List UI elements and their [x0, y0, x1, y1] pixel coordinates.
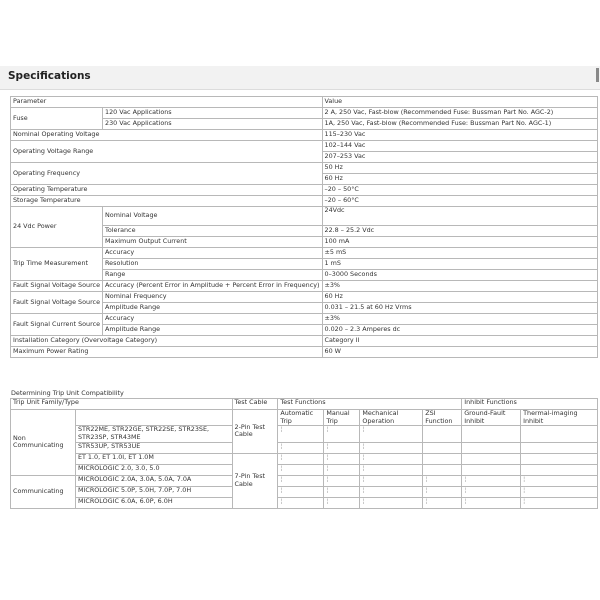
- check-mark: ¦: [423, 475, 462, 486]
- table-cell: [11, 292, 103, 314]
- table-cell: Category II: [322, 336, 598, 347]
- table-row: [11, 130, 598, 141]
- table-cell: 230 Vac Applications: [103, 119, 322, 130]
- section-title: Specifications: [8, 70, 91, 82]
- table-cell: 1A, 250 Vac, Fast-blow (Recommended Fuse: Bussman Part No. AGC-1): [322, 119, 598, 130]
- check-mark: ¦: [462, 486, 521, 497]
- table-row: [11, 426, 598, 442]
- table-row: [11, 196, 598, 207]
- table-row: [11, 442, 598, 453]
- table-cell: Amplitude Range: [103, 325, 322, 336]
- fault-signal-label: Fault Signal: [13, 319, 50, 328]
- table-cell: Storage Temperature: [11, 196, 323, 207]
- table-cell: 50 Hz: [322, 163, 598, 174]
- table-header-cell: Thermal-imaging Inhibit: [521, 410, 598, 426]
- fault-signal-label: Fault Signal: [13, 281, 50, 290]
- table-cell: Maximum Power Rating: [11, 347, 323, 358]
- table-cell: ±5 mS: [322, 248, 598, 259]
- table-row: [11, 347, 598, 358]
- table-row: [11, 97, 598, 108]
- table-row: [11, 141, 598, 152]
- table-row: [11, 108, 598, 119]
- table-cell: Accuracy: [103, 248, 322, 259]
- table-cell: Range: [103, 270, 322, 281]
- table-cell: [521, 442, 598, 453]
- table-cell: MICROLOGIC 5.0P, 5.0H, 7.0P, 7.0H: [75, 486, 232, 497]
- table-cell: 60 Hz: [322, 292, 598, 303]
- check-mark: ¦: [278, 497, 324, 508]
- table-cell: Fuse: [11, 108, 103, 130]
- table-cell: 115–230 Vac: [322, 130, 598, 141]
- table-cell: Tolerance: [103, 226, 322, 237]
- table-cell: Operating Frequency: [11, 163, 323, 185]
- table-cell: ET 1.0, ET 1.0I, ET 1.0M: [75, 453, 232, 464]
- table-header-cell: Mechanical Operation: [360, 410, 423, 426]
- table-row: [11, 314, 598, 325]
- table-row: [11, 410, 598, 426]
- table-cell: MICROLOGIC 2.0, 3.0, 5.0: [75, 464, 232, 475]
- table-cell: [75, 410, 232, 426]
- table-header-cell: Automatic Trip: [278, 410, 324, 426]
- check-mark: ¦: [324, 497, 360, 508]
- table-cell: ±3%: [322, 281, 598, 292]
- table-cell: 60 Hz: [322, 174, 598, 185]
- check-mark: ¦: [278, 453, 324, 464]
- table-cell: Non Communicating: [11, 410, 76, 476]
- table-cell: [423, 426, 462, 442]
- fault-signal-label: Fault Signal: [13, 297, 50, 306]
- check-mark: ¦: [521, 497, 598, 508]
- check-mark: ¦: [324, 426, 360, 442]
- check-mark: ¦: [462, 475, 521, 486]
- table-row: [11, 292, 598, 303]
- table-row: [11, 497, 598, 508]
- table-cell: [462, 453, 521, 464]
- table-cell: 22.8 – 25.2 Vdc: [322, 226, 598, 237]
- specifications-header: [0, 66, 600, 90]
- table-cell: –20 – 60°C: [322, 196, 598, 207]
- check-mark: ¦: [360, 442, 423, 453]
- table-cell: 0.031 – 21.5 at 60 Hz Vrms: [322, 303, 598, 314]
- check-mark: ¦: [360, 453, 423, 464]
- check-mark: ¦: [360, 486, 423, 497]
- table-cell: 207–253 Vac: [322, 152, 598, 163]
- table-cell: [462, 464, 521, 475]
- table-cell: Operating Temperature: [11, 185, 323, 196]
- trip-compatibility-table: [10, 398, 598, 509]
- check-mark: ¦: [278, 426, 324, 442]
- table-row: [11, 475, 598, 486]
- table-cell: 1 mS: [322, 259, 598, 270]
- table-row: [11, 453, 598, 464]
- check-mark: ¦: [462, 497, 521, 508]
- table-cell: [11, 281, 103, 292]
- table-row: [11, 281, 598, 292]
- table-cell: [521, 426, 598, 442]
- check-mark: ¦: [324, 464, 360, 475]
- table-header-cell: Ground-Fault Inhibit: [462, 410, 521, 426]
- table-cell: [521, 453, 598, 464]
- table-header-cell: Test Cable: [232, 399, 278, 410]
- check-mark: ¦: [360, 426, 423, 442]
- table-row: [11, 163, 598, 174]
- check-mark: ¦: [360, 464, 423, 475]
- check-mark: ¦: [324, 453, 360, 464]
- check-mark: ¦: [278, 464, 324, 475]
- check-mark: ¦: [278, 486, 324, 497]
- check-mark: ¦: [278, 442, 324, 453]
- table-cell: Communicating: [11, 475, 76, 508]
- table-cell: Installation Category (Overvoltage Category): [11, 336, 323, 347]
- check-mark: ¦: [423, 497, 462, 508]
- check-mark: ¦: [324, 486, 360, 497]
- table-cell: [462, 426, 521, 442]
- table-cell: Amplitude Range: [103, 303, 322, 314]
- table-cell: 24Vdc: [322, 207, 598, 226]
- table-cell: 120 Vac Applications: [103, 108, 322, 119]
- table-row: [11, 185, 598, 196]
- table-header-cell: Value: [322, 97, 598, 108]
- table-cell: 100 mA: [322, 237, 598, 248]
- table-cell: 7-Pin Test Cable: [232, 453, 278, 508]
- table-row: [11, 486, 598, 497]
- table-cell: 0.020 – 2.3 Amperes dc: [322, 325, 598, 336]
- table-cell: Accuracy: [103, 314, 322, 325]
- table-cell: [423, 453, 462, 464]
- check-mark: ¦: [324, 475, 360, 486]
- voltage-source-label: Voltage Source: [52, 297, 100, 306]
- table-cell: Resolution: [103, 259, 322, 270]
- table-cell: 24 Vdc Power: [11, 207, 103, 248]
- table-cell: Nominal Frequency: [103, 292, 322, 303]
- trip-compatibility-title: Determining Trip Unit Compatibility: [11, 389, 124, 397]
- table-cell: 0–3000 Seconds: [322, 270, 598, 281]
- table-cell: Nominal Voltage: [103, 207, 322, 226]
- current-source-label: Current Source: [52, 319, 101, 328]
- table-row: [11, 464, 598, 475]
- table-cell: 102–144 Vac: [322, 141, 598, 152]
- check-mark: ¦: [360, 497, 423, 508]
- table-header-cell: Test Functions: [278, 399, 462, 410]
- table-cell: 60 W: [322, 347, 598, 358]
- table-cell: 2-Pin Test Cable: [232, 410, 278, 454]
- table-cell: [423, 464, 462, 475]
- table-cell: 2 A, 250 Vac, Fast-blow (Recommended Fuse: Bussman Part No. AGC-2): [322, 108, 598, 119]
- table-row: [11, 336, 598, 347]
- table-cell: [11, 314, 103, 336]
- table-cell: –20 – 50°C: [322, 185, 598, 196]
- check-mark: ¦: [423, 486, 462, 497]
- check-mark: ¦: [360, 475, 423, 486]
- table-cell: Accuracy (Percent Error in Amplitude + Percent Error in Frequency): [103, 281, 322, 292]
- table-header-cell: Inhibit Functions: [462, 399, 598, 410]
- table-header-cell: Trip Unit Family/Type: [11, 399, 233, 410]
- table-row: [11, 399, 598, 410]
- check-mark: ¦: [521, 486, 598, 497]
- table-header-cell: Parameter: [11, 97, 323, 108]
- table-row: [11, 248, 598, 259]
- table-cell: STR53UP, STR53UE: [75, 442, 232, 453]
- table-cell: STR22ME, STR22GE, STR22SE, STR23SE, STR23SP, STR43ME: [75, 426, 232, 442]
- table-cell: MICROLOGIC 2.0A, 3.0A, 5.0A, 7.0A: [75, 475, 232, 486]
- table-cell: [462, 442, 521, 453]
- table-cell: [521, 464, 598, 475]
- table-cell: Nominal Operating Voltage: [11, 130, 323, 141]
- table-cell: [423, 442, 462, 453]
- check-mark: ¦: [521, 475, 598, 486]
- table-row: [11, 207, 598, 226]
- voltage-source-label: Voltage Source: [52, 281, 100, 290]
- table-cell: MICROLOGIC 6.0A, 6.0P, 6.0H: [75, 497, 232, 508]
- check-mark: ¦: [324, 442, 360, 453]
- table-header-cell: Manual Trip: [324, 410, 360, 426]
- table-cell: Trip Time Measurement: [11, 248, 103, 281]
- table-cell: ±3%: [322, 314, 598, 325]
- specifications-table: [10, 96, 598, 358]
- table-cell: Operating Voltage Range: [11, 141, 323, 163]
- table-header-cell: ZSI Function: [423, 410, 462, 426]
- table-cell: Maximum Output Current: [103, 237, 322, 248]
- check-mark: ¦: [278, 475, 324, 486]
- scrollbar-thumb[interactable]: [596, 68, 599, 82]
